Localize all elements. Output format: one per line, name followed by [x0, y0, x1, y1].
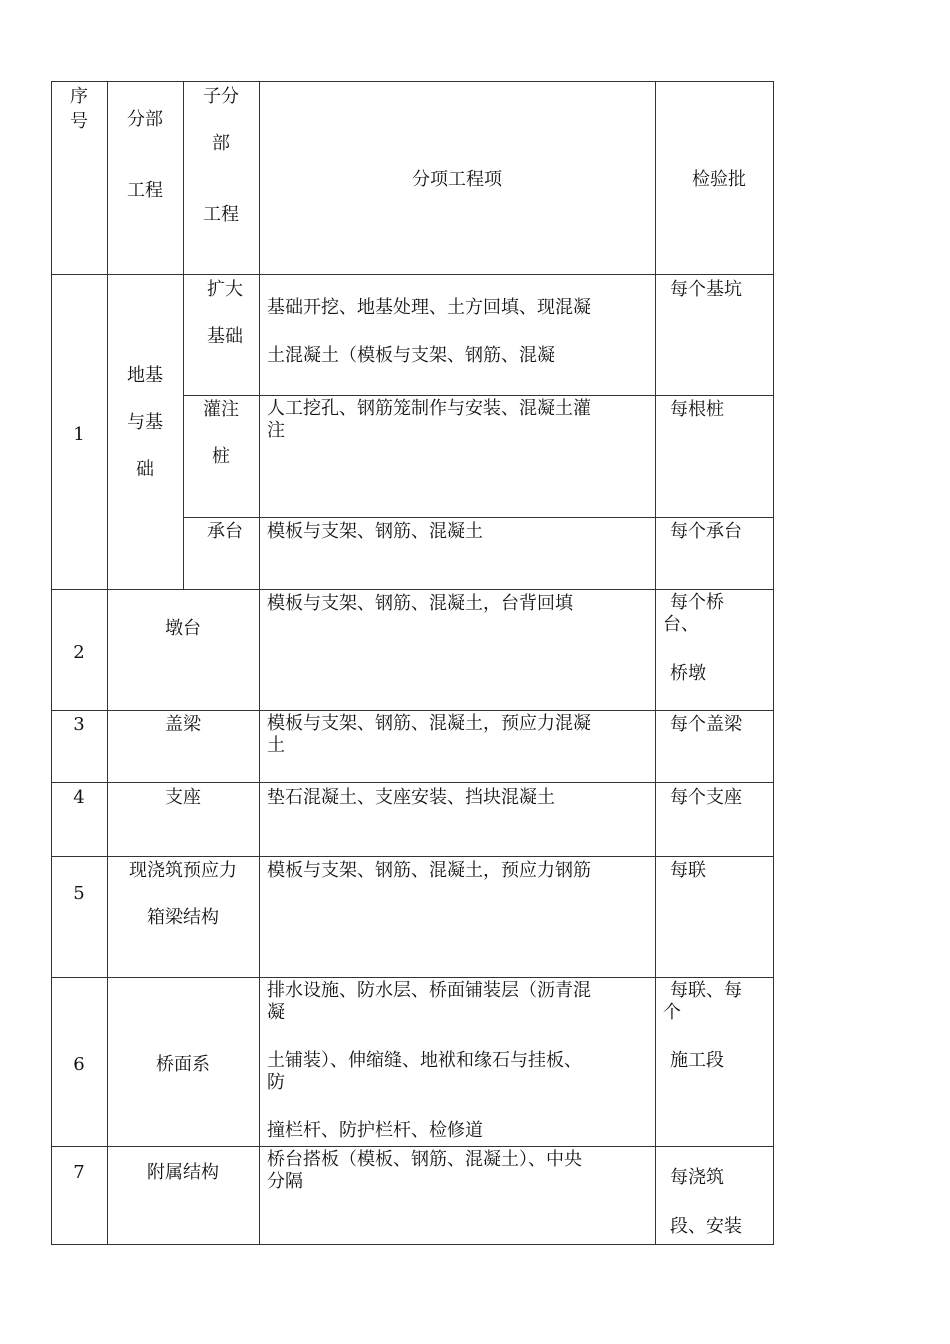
row-1-division-line: 础 [136, 459, 154, 480]
items-line: 土 [267, 735, 285, 756]
items-line: 模板与支架、钢筋、混凝土，预应力混凝 [267, 713, 591, 734]
row-4-inspection: 每个支座 [670, 787, 742, 808]
items-line: 人工挖孔、钢筋笼制作与安装、混凝土灌 [267, 398, 591, 419]
row-1-sub-2-items [267, 398, 591, 442]
subdivision-line: 基础 [207, 326, 243, 347]
subdivision-line: 扩大 [207, 279, 243, 300]
subdivision-line: 桩 [212, 446, 230, 467]
header-division-line: 分部 [127, 109, 163, 130]
row-1-seq: 1 [73, 424, 85, 445]
inspection-line: 段、安装 [670, 1216, 742, 1237]
header-seq-line: 序 [70, 86, 88, 107]
items-line: 防 [267, 1072, 285, 1093]
row-5-seq: 5 [73, 883, 85, 904]
items-line: 基础开挖、地基处理、土方回填、现混凝 [267, 297, 591, 318]
row-1-sub-3-inspection: 每个承台 [670, 521, 742, 542]
inspection-line: 台、 [663, 614, 699, 635]
items-line: 桥台搭板（模板、钢筋、混凝土）、中央 [267, 1149, 582, 1170]
division-line: 现浇筑预应力 [129, 860, 237, 881]
row-7-division: 附属结构 [147, 1162, 219, 1183]
subdivision-line: 灌注 [203, 399, 239, 420]
items-line: 土混凝土（模板与支架、钢筋、混凝 [267, 345, 555, 366]
header-seq [51, 85, 107, 133]
header-division [107, 108, 183, 202]
row-4-items: 垫石混凝土、支座安装、挡块混凝土 [267, 787, 555, 808]
items-line: 凝 [267, 1002, 285, 1023]
row-4-division: 支座 [165, 787, 201, 808]
row-7-inspection [670, 1166, 742, 1238]
row-1-sub-1-subdivision [183, 278, 267, 348]
row-2-division: 墩台 [165, 618, 201, 639]
row-1-sub-2-subdivision [183, 398, 259, 468]
header-division-line: 工程 [127, 180, 163, 201]
row-1-sub-1-items [267, 296, 591, 367]
inspection-line: 每联、每 [670, 980, 742, 1001]
items-line: 撞栏杆、防护栏杆、检修道 [267, 1120, 483, 1141]
row-1-division-line: 与基 [127, 412, 163, 433]
row-5-items: 模板与支架、钢筋、混凝土，预应力钢筋 [267, 860, 591, 881]
items-line: 土铺装）、伸缩缝、地袱和缘石与挂板、 [267, 1050, 582, 1071]
items-line: 分隔 [267, 1171, 303, 1192]
row-1-sub-3-items: 模板与支架、钢筋、混凝土 [267, 521, 483, 542]
division-line: 箱梁结构 [147, 907, 219, 928]
row-5-inspection: 每联 [670, 860, 706, 881]
row-5-division [107, 859, 259, 929]
row-4-seq: 4 [73, 787, 85, 808]
row-6-items [267, 980, 591, 1142]
row-3-seq: 3 [73, 714, 85, 735]
row-7-items [267, 1149, 582, 1193]
header-subdivision [183, 85, 259, 226]
items-line: 注 [267, 420, 285, 441]
row-3-items [267, 713, 591, 757]
inspection-line: 每浇筑 [670, 1167, 724, 1188]
row-3-inspection: 每个盖梁 [670, 714, 742, 735]
inspection-line: 个 [663, 1002, 681, 1023]
row-2-items: 模板与支架、钢筋、混凝土，台背回填 [267, 593, 573, 614]
row-6-division: 桥面系 [156, 1054, 210, 1075]
row-1-sub-1-inspection: 每个基坑 [670, 279, 742, 300]
row-1-division-line: 地基 [127, 365, 163, 386]
row-1-sub-3-subdivision: 承台 [207, 521, 243, 542]
row-1-division [107, 364, 183, 481]
row-2-inspection [663, 592, 724, 685]
row-6-seq: 6 [73, 1054, 85, 1075]
header-subdivision-line: 子分 [203, 86, 239, 107]
header-subdivision-line: 工程 [203, 204, 239, 225]
row-3-division: 盖梁 [165, 714, 201, 735]
row-2-seq: 2 [73, 642, 85, 663]
header-seq-line: 号 [70, 111, 88, 132]
inspection-line: 每个桥 [670, 592, 724, 613]
row-6-inspection [663, 980, 742, 1072]
header-items: 分项工程项 [412, 169, 502, 190]
items-line: 排水设施、防水层、桥面铺装层（沥青混 [267, 980, 591, 1001]
row-1-sub-2-inspection: 每根桩 [670, 399, 724, 420]
header-subdivision-line: 部 [212, 133, 230, 154]
inspection-line: 施工段 [670, 1050, 724, 1071]
inspection-line: 桥墩 [670, 663, 706, 684]
row-7-seq: 7 [73, 1162, 85, 1183]
header-inspection: 检验批 [692, 169, 746, 190]
